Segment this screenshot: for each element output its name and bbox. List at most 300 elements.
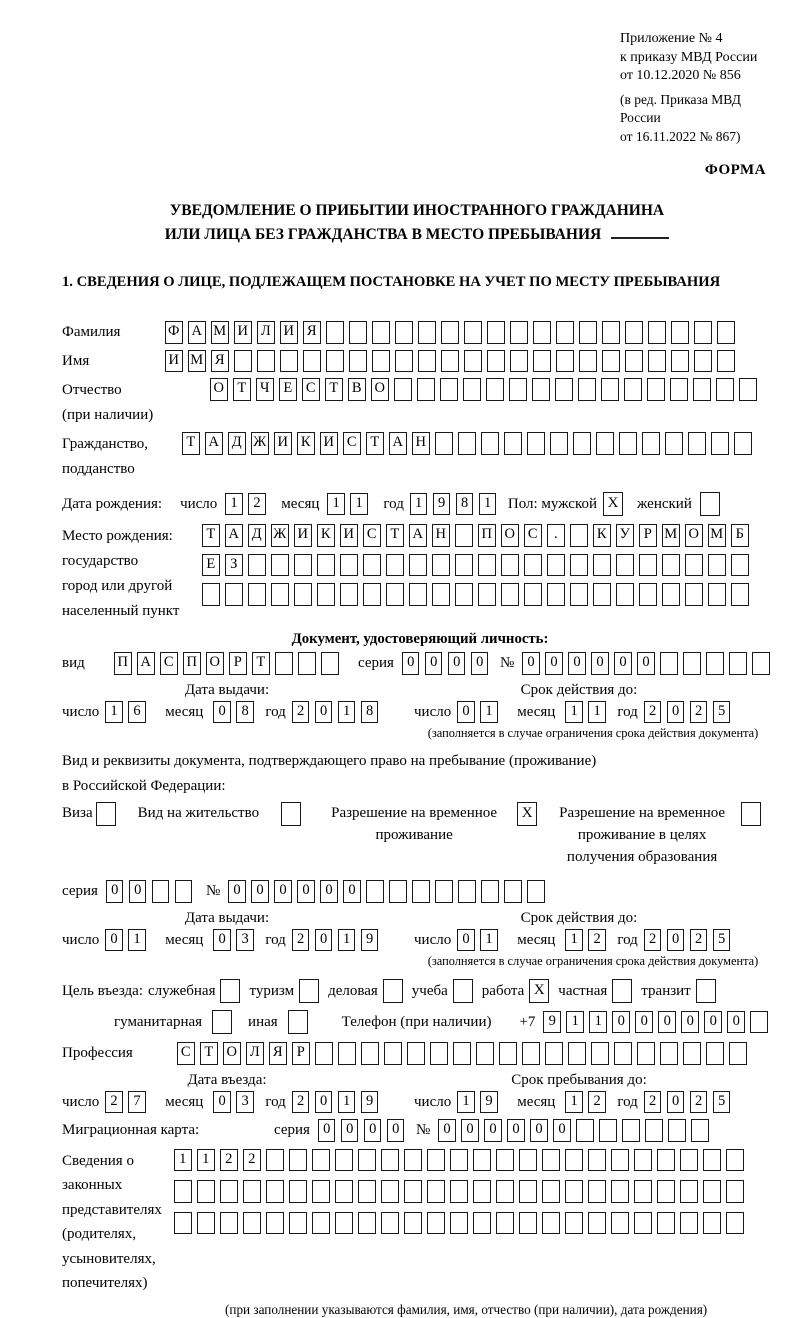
char-box[interactable]: 9 (361, 929, 379, 952)
char-box[interactable]: А (188, 321, 206, 344)
char-box[interactable] (739, 378, 757, 401)
char-box[interactable] (527, 880, 545, 903)
char-box[interactable] (578, 378, 596, 401)
char-box[interactable]: Я (269, 1042, 287, 1065)
char-box[interactable] (197, 1180, 215, 1203)
char-box[interactable] (570, 583, 588, 606)
char-box[interactable] (248, 583, 266, 606)
transit-checkbox[interactable] (696, 979, 716, 1003)
char-box[interactable]: 8 (236, 701, 254, 724)
char-box[interactable]: 2 (690, 1091, 708, 1114)
humanitarian-checkbox[interactable] (212, 1010, 232, 1034)
char-box[interactable]: 9 (543, 1011, 561, 1034)
char-box[interactable] (522, 1042, 540, 1065)
char-box[interactable]: 1 (327, 493, 345, 516)
char-box[interactable] (435, 432, 453, 455)
char-box[interactable]: Я (211, 350, 229, 373)
char-box[interactable] (662, 554, 680, 577)
char-box[interactable] (688, 432, 706, 455)
char-box[interactable]: 2 (644, 701, 662, 724)
char-box[interactable]: М (188, 350, 206, 373)
char-box[interactable]: 0 (457, 701, 475, 724)
char-box[interactable]: П (183, 652, 201, 675)
char-box[interactable] (634, 1180, 652, 1203)
char-box[interactable] (317, 554, 335, 577)
char-box[interactable] (455, 554, 473, 577)
char-box[interactable] (476, 1042, 494, 1065)
char-box[interactable] (389, 880, 407, 903)
char-box[interactable] (432, 554, 450, 577)
char-box[interactable] (726, 1180, 744, 1203)
char-box[interactable] (326, 321, 344, 344)
char-box[interactable] (703, 1212, 721, 1235)
char-box[interactable]: 9 (433, 493, 451, 516)
char-box[interactable]: 0 (318, 1119, 336, 1142)
char-box[interactable] (665, 432, 683, 455)
char-box[interactable]: 0 (507, 1119, 525, 1142)
char-box[interactable]: 1 (128, 929, 146, 952)
char-box[interactable] (601, 378, 619, 401)
char-box[interactable] (289, 1212, 307, 1235)
char-box[interactable]: 2 (588, 929, 606, 952)
char-box[interactable] (611, 1212, 629, 1235)
char-box[interactable]: 1 (197, 1149, 215, 1172)
char-box[interactable] (481, 432, 499, 455)
char-box[interactable] (729, 1042, 747, 1065)
char-box[interactable] (487, 350, 505, 373)
char-box[interactable]: Р (229, 652, 247, 675)
char-box[interactable] (358, 1180, 376, 1203)
char-box[interactable] (257, 350, 275, 373)
char-box[interactable] (634, 1149, 652, 1172)
char-box[interactable] (556, 350, 574, 373)
char-box[interactable]: О (371, 378, 389, 401)
char-box[interactable]: 2 (292, 701, 310, 724)
char-box[interactable] (338, 1042, 356, 1065)
char-box[interactable] (404, 1212, 422, 1235)
char-box[interactable] (174, 1212, 192, 1235)
char-box[interactable]: Д (228, 432, 246, 455)
char-box[interactable]: 0 (667, 701, 685, 724)
char-box[interactable]: 0 (667, 1091, 685, 1114)
char-box[interactable] (386, 554, 404, 577)
char-box[interactable]: О (223, 1042, 241, 1065)
char-box[interactable] (220, 1212, 238, 1235)
char-box[interactable] (694, 321, 712, 344)
char-box[interactable] (657, 1149, 675, 1172)
char-box[interactable]: М (708, 524, 726, 547)
char-box[interactable] (542, 1212, 560, 1235)
char-box[interactable]: Т (233, 378, 251, 401)
char-box[interactable]: 1 (480, 929, 498, 952)
char-box[interactable] (280, 350, 298, 373)
char-box[interactable] (427, 1212, 445, 1235)
char-box[interactable]: 1 (566, 1011, 584, 1034)
char-box[interactable] (473, 1180, 491, 1203)
char-box[interactable]: 1 (225, 493, 243, 516)
char-box[interactable] (340, 554, 358, 577)
char-box[interactable] (455, 524, 473, 547)
char-box[interactable]: 0 (274, 880, 292, 903)
char-box[interactable]: М (211, 321, 229, 344)
char-box[interactable]: И (274, 432, 292, 455)
char-box[interactable] (685, 583, 703, 606)
char-box[interactable]: С (302, 378, 320, 401)
char-box[interactable] (708, 583, 726, 606)
char-box[interactable] (616, 583, 634, 606)
char-box[interactable]: Л (246, 1042, 264, 1065)
char-box[interactable] (248, 554, 266, 577)
char-box[interactable] (670, 378, 688, 401)
char-box[interactable]: 0 (315, 701, 333, 724)
char-box[interactable]: 1 (338, 929, 356, 952)
char-box[interactable]: Я (303, 321, 321, 344)
char-box[interactable]: 0 (681, 1011, 699, 1034)
char-box[interactable] (634, 1212, 652, 1235)
char-box[interactable]: 1 (480, 701, 498, 724)
char-box[interactable] (372, 350, 390, 373)
char-box[interactable] (533, 321, 551, 344)
char-box[interactable]: 0 (591, 652, 609, 675)
char-box[interactable]: С (363, 524, 381, 547)
char-box[interactable]: В (348, 378, 366, 401)
char-box[interactable]: А (409, 524, 427, 547)
char-box[interactable] (463, 378, 481, 401)
char-box[interactable] (542, 1149, 560, 1172)
char-box[interactable] (691, 1119, 709, 1142)
char-box[interactable]: 1 (338, 701, 356, 724)
char-box[interactable] (358, 1149, 376, 1172)
char-box[interactable]: Т (202, 524, 220, 547)
char-box[interactable]: 0 (425, 652, 443, 675)
char-box[interactable] (642, 432, 660, 455)
char-box[interactable] (266, 1149, 284, 1172)
char-box[interactable] (657, 1212, 675, 1235)
char-box[interactable] (312, 1149, 330, 1172)
char-box[interactable] (372, 321, 390, 344)
char-box[interactable] (510, 321, 528, 344)
char-box[interactable] (565, 1180, 583, 1203)
char-box[interactable] (220, 1180, 238, 1203)
char-box[interactable]: 0 (704, 1011, 722, 1034)
char-box[interactable] (404, 1149, 422, 1172)
char-box[interactable]: 0 (530, 1119, 548, 1142)
char-box[interactable] (703, 1180, 721, 1203)
char-box[interactable] (570, 554, 588, 577)
char-box[interactable] (430, 1042, 448, 1065)
char-box[interactable]: Ф (165, 321, 183, 344)
char-box[interactable] (533, 350, 551, 373)
char-box[interactable]: 1 (457, 1091, 475, 1114)
char-box[interactable] (409, 554, 427, 577)
char-box[interactable]: 2 (243, 1149, 261, 1172)
char-box[interactable]: З (225, 554, 243, 577)
char-box[interactable]: 0 (315, 929, 333, 952)
char-box[interactable]: 0 (522, 652, 540, 675)
char-box[interactable] (680, 1180, 698, 1203)
char-box[interactable] (412, 880, 430, 903)
char-box[interactable]: 9 (480, 1091, 498, 1114)
char-box[interactable] (647, 378, 665, 401)
char-box[interactable] (680, 1212, 698, 1235)
char-box[interactable] (340, 583, 358, 606)
char-box[interactable] (326, 350, 344, 373)
char-box[interactable] (680, 1149, 698, 1172)
char-box[interactable] (440, 378, 458, 401)
visa-checkbox[interactable] (96, 802, 116, 826)
char-box[interactable] (395, 350, 413, 373)
char-box[interactable]: И (340, 524, 358, 547)
char-box[interactable]: М (662, 524, 680, 547)
char-box[interactable] (435, 880, 453, 903)
char-box[interactable]: 0 (228, 880, 246, 903)
char-box[interactable] (197, 1212, 215, 1235)
char-box[interactable] (504, 880, 522, 903)
char-box[interactable] (616, 554, 634, 577)
char-box[interactable] (363, 554, 381, 577)
char-box[interactable]: 8 (456, 493, 474, 516)
char-box[interactable]: Б (731, 524, 749, 547)
char-box[interactable] (174, 1180, 192, 1203)
char-box[interactable]: 2 (220, 1149, 238, 1172)
char-box[interactable] (519, 1180, 537, 1203)
char-box[interactable] (519, 1212, 537, 1235)
char-box[interactable] (576, 1119, 594, 1142)
char-box[interactable]: С (160, 652, 178, 675)
char-box[interactable] (418, 321, 436, 344)
char-box[interactable] (593, 554, 611, 577)
char-box[interactable]: 6 (128, 701, 146, 724)
char-box[interactable]: 0 (727, 1011, 745, 1034)
char-box[interactable] (625, 321, 643, 344)
temp-residence-edu-checkbox[interactable] (741, 802, 761, 826)
char-box[interactable]: С (524, 524, 542, 547)
char-box[interactable]: А (205, 432, 223, 455)
char-box[interactable] (499, 1042, 517, 1065)
char-box[interactable] (335, 1180, 353, 1203)
char-box[interactable]: 0 (553, 1119, 571, 1142)
char-box[interactable] (225, 583, 243, 606)
char-box[interactable]: К (593, 524, 611, 547)
char-box[interactable]: 1 (589, 1011, 607, 1034)
char-box[interactable] (335, 1212, 353, 1235)
private-checkbox[interactable] (612, 979, 632, 1003)
char-box[interactable] (639, 554, 657, 577)
work-checkbox[interactable]: X (529, 979, 549, 1003)
char-box[interactable]: И (280, 321, 298, 344)
char-box[interactable]: 0 (213, 701, 231, 724)
char-box[interactable]: 1 (588, 701, 606, 724)
official-checkbox[interactable] (220, 979, 240, 1003)
char-box[interactable]: 0 (568, 652, 586, 675)
char-box[interactable] (427, 1149, 445, 1172)
char-box[interactable] (648, 350, 666, 373)
char-box[interactable] (750, 1011, 768, 1034)
char-box[interactable] (243, 1212, 261, 1235)
char-box[interactable] (726, 1212, 744, 1235)
char-box[interactable] (473, 1212, 491, 1235)
char-box[interactable] (611, 1149, 629, 1172)
char-box[interactable] (386, 583, 404, 606)
char-box[interactable] (614, 1042, 632, 1065)
char-box[interactable] (599, 1119, 617, 1142)
char-box[interactable]: 5 (713, 701, 731, 724)
char-box[interactable]: П (114, 652, 132, 675)
char-box[interactable] (504, 432, 522, 455)
char-box[interactable] (473, 1149, 491, 1172)
char-box[interactable] (547, 583, 565, 606)
char-box[interactable]: О (685, 524, 703, 547)
char-box[interactable] (275, 652, 293, 675)
char-box[interactable]: 0 (315, 1091, 333, 1114)
char-box[interactable]: 0 (320, 880, 338, 903)
char-box[interactable] (703, 1149, 721, 1172)
char-box[interactable] (579, 350, 597, 373)
char-box[interactable] (175, 880, 193, 903)
char-box[interactable] (458, 880, 476, 903)
char-box[interactable]: 3 (236, 1091, 254, 1114)
char-box[interactable]: 2 (248, 493, 266, 516)
char-box[interactable] (611, 1180, 629, 1203)
char-box[interactable]: С (177, 1042, 195, 1065)
male-checkbox[interactable]: X (603, 492, 623, 516)
char-box[interactable] (731, 554, 749, 577)
char-box[interactable]: 0 (637, 652, 655, 675)
char-box[interactable]: 2 (644, 929, 662, 952)
char-box[interactable] (381, 1180, 399, 1203)
char-box[interactable] (524, 583, 542, 606)
char-box[interactable] (481, 880, 499, 903)
char-box[interactable] (706, 652, 724, 675)
char-box[interactable] (417, 378, 435, 401)
char-box[interactable]: 0 (213, 1091, 231, 1114)
char-box[interactable] (588, 1180, 606, 1203)
char-box[interactable]: 0 (614, 652, 632, 675)
char-box[interactable]: И (234, 321, 252, 344)
char-box[interactable]: 0 (545, 652, 563, 675)
char-box[interactable] (556, 321, 574, 344)
char-box[interactable]: Д (248, 524, 266, 547)
char-box[interactable] (734, 432, 752, 455)
char-box[interactable]: 0 (129, 880, 147, 903)
char-box[interactable] (637, 1042, 655, 1065)
char-box[interactable] (708, 554, 726, 577)
char-box[interactable] (266, 1180, 284, 1203)
char-box[interactable] (317, 583, 335, 606)
char-box[interactable]: 0 (667, 929, 685, 952)
char-box[interactable] (619, 432, 637, 455)
char-box[interactable]: К (317, 524, 335, 547)
char-box[interactable] (602, 321, 620, 344)
char-box[interactable]: 0 (658, 1011, 676, 1034)
char-box[interactable] (202, 583, 220, 606)
char-box[interactable]: А (225, 524, 243, 547)
char-box[interactable]: 0 (251, 880, 269, 903)
female-checkbox[interactable] (700, 492, 720, 516)
char-box[interactable]: 1 (565, 701, 583, 724)
char-box[interactable] (464, 350, 482, 373)
char-box[interactable] (596, 432, 614, 455)
char-box[interactable] (450, 1149, 468, 1172)
char-box[interactable] (639, 583, 657, 606)
char-box[interactable] (395, 321, 413, 344)
char-box[interactable]: 0 (484, 1119, 502, 1142)
char-box[interactable]: Р (292, 1042, 310, 1065)
char-box[interactable] (524, 554, 542, 577)
char-box[interactable] (409, 583, 427, 606)
char-box[interactable]: Л (257, 321, 275, 344)
char-box[interactable] (464, 321, 482, 344)
char-box[interactable] (660, 652, 678, 675)
char-box[interactable] (441, 321, 459, 344)
char-box[interactable] (487, 321, 505, 344)
char-box[interactable] (458, 432, 476, 455)
char-box[interactable] (711, 432, 729, 455)
char-box[interactable] (418, 350, 436, 373)
char-box[interactable] (478, 554, 496, 577)
char-box[interactable]: 1 (565, 929, 583, 952)
char-box[interactable] (349, 321, 367, 344)
char-box[interactable] (361, 1042, 379, 1065)
char-box[interactable] (303, 350, 321, 373)
char-box[interactable]: 0 (297, 880, 315, 903)
char-box[interactable]: 8 (361, 701, 379, 724)
char-box[interactable]: 0 (461, 1119, 479, 1142)
char-box[interactable]: 5 (713, 929, 731, 952)
study-checkbox[interactable] (453, 979, 473, 1003)
char-box[interactable]: Р (639, 524, 657, 547)
char-box[interactable] (432, 583, 450, 606)
char-box[interactable]: Ж (271, 524, 289, 547)
char-box[interactable]: О (501, 524, 519, 547)
char-box[interactable]: 0 (438, 1119, 456, 1142)
char-box[interactable]: 2 (105, 1091, 123, 1114)
char-box[interactable] (717, 350, 735, 373)
char-box[interactable]: 1 (350, 493, 368, 516)
char-box[interactable] (568, 1042, 586, 1065)
char-box[interactable] (519, 1149, 537, 1172)
tourism-checkbox[interactable] (299, 979, 319, 1003)
char-box[interactable]: И (165, 350, 183, 373)
char-box[interactable]: 0 (448, 652, 466, 675)
char-box[interactable] (335, 1149, 353, 1172)
char-box[interactable] (694, 350, 712, 373)
char-box[interactable] (565, 1149, 583, 1172)
char-box[interactable] (501, 583, 519, 606)
char-box[interactable] (312, 1180, 330, 1203)
char-box[interactable]: Ж (251, 432, 269, 455)
char-box[interactable]: К (297, 432, 315, 455)
char-box[interactable] (450, 1212, 468, 1235)
char-box[interactable]: 5 (713, 1091, 731, 1114)
char-box[interactable] (622, 1119, 640, 1142)
char-box[interactable]: . (547, 524, 565, 547)
char-box[interactable]: 3 (236, 929, 254, 952)
char-box[interactable]: У (616, 524, 634, 547)
char-box[interactable] (486, 378, 504, 401)
char-box[interactable]: 9 (361, 1091, 379, 1114)
char-box[interactable] (565, 1212, 583, 1235)
char-box[interactable] (717, 321, 735, 344)
char-box[interactable]: Е (279, 378, 297, 401)
char-box[interactable]: Ч (256, 378, 274, 401)
char-box[interactable]: Н (432, 524, 450, 547)
char-box[interactable] (573, 432, 591, 455)
char-box[interactable] (441, 350, 459, 373)
char-box[interactable] (266, 1212, 284, 1235)
char-box[interactable]: 1 (479, 493, 497, 516)
char-box[interactable]: 7 (128, 1091, 146, 1114)
